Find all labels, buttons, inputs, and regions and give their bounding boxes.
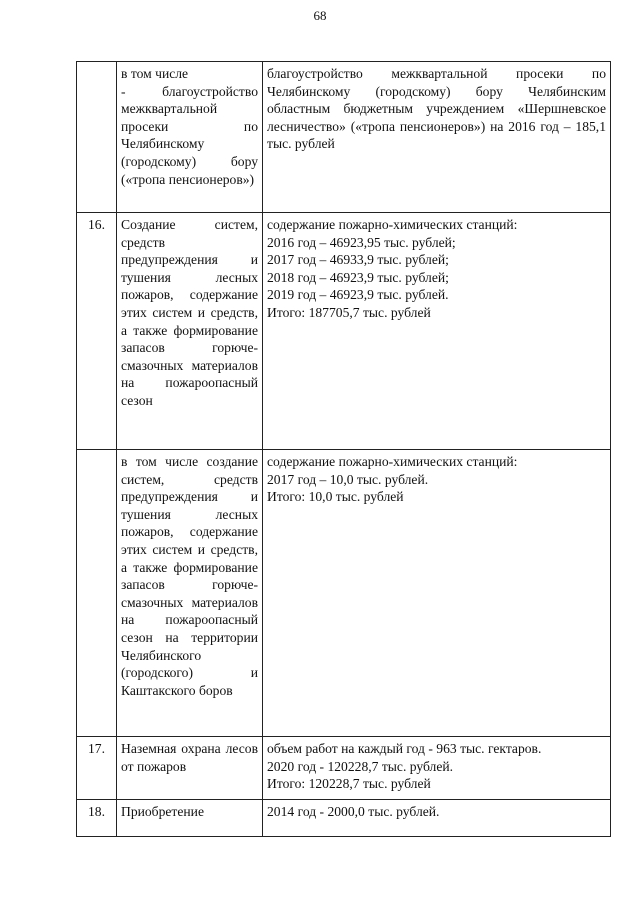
table-row xyxy=(77,737,611,800)
program-table xyxy=(76,61,611,837)
content-line: объем работ на каждый год - 963 тыс. гектаров. xyxy=(267,741,542,756)
activity-name-text: в том числе - благоустройство межквартальной просеки по Челябинскому (городскому) бору («тропа пенсионеров») xyxy=(121,66,258,187)
activity-name: Наземная охрана лесов от пожаров xyxy=(117,737,263,800)
content-line: 2018 год – 46923,9 тыс. рублей; xyxy=(267,269,449,285)
row-number: 18. xyxy=(77,800,117,837)
content-line: 2016 год – 46923,95 тыс. рублей; xyxy=(267,234,456,250)
row-number: 16. xyxy=(77,213,117,450)
content-line: Итого: 187705,7 тыс. рублей xyxy=(267,304,431,320)
activity-name: Приобретение xyxy=(117,800,263,837)
table-row xyxy=(77,62,611,213)
content-line: 2017 год – 46933,9 тыс. рублей; xyxy=(267,252,449,268)
content-line: благоустройство межквартальной просеки по Челябинскому (городскому) бору Челябинским областным бюджетным учреждением «Шершневское лесничество» («тропа пенсионеров») на 2016 год – 185,1 тыс. рублей xyxy=(267,66,606,152)
content-line: 2020 год - 120228,7 тыс. рублей. xyxy=(267,758,454,774)
page-number: 68 xyxy=(313,8,327,23)
content-line: 2014 год - 2000,0 тыс. рублей. xyxy=(267,804,440,819)
content-line: содержание пожарно-химических станций: xyxy=(267,454,518,469)
content-line: Итого: 10,0 тыс. рублей xyxy=(267,489,404,505)
activity-name: в том числе создание систем, средств предупреждения и тушения лесных пожаров, содержание этих систем и средств, а также формирование запасов горюче-смазочных материалов на пожароопасный сезон на территории Челябинского (городского) и Каштакского боров xyxy=(117,450,263,737)
activity-name xyxy=(117,62,263,213)
activity-content xyxy=(263,800,611,837)
activity-content xyxy=(263,737,611,800)
content-line: 2019 год – 46923,9 тыс. рублей. xyxy=(267,287,449,303)
row-number xyxy=(77,62,117,213)
activity-name: Создание систем, средств предупреждения и тушения лесных пожаров, содержание этих систем и средств, а также формирование запасов горюче-смазочных материалов на пожароопасный сезон xyxy=(117,213,263,450)
table-row xyxy=(77,213,611,450)
content-line: Итого: 120228,7 тыс. рублей xyxy=(267,776,431,792)
table-row xyxy=(77,450,611,737)
row-number xyxy=(77,450,117,737)
row-number: 17. xyxy=(77,737,117,800)
content-line: содержание пожарно-химических станций: xyxy=(267,217,518,232)
activity-content xyxy=(263,62,611,213)
activity-content xyxy=(263,213,611,450)
content-line: 2017 год – 10,0 тыс. рублей. xyxy=(267,471,429,487)
activity-content xyxy=(263,450,611,737)
table-row xyxy=(77,800,611,837)
